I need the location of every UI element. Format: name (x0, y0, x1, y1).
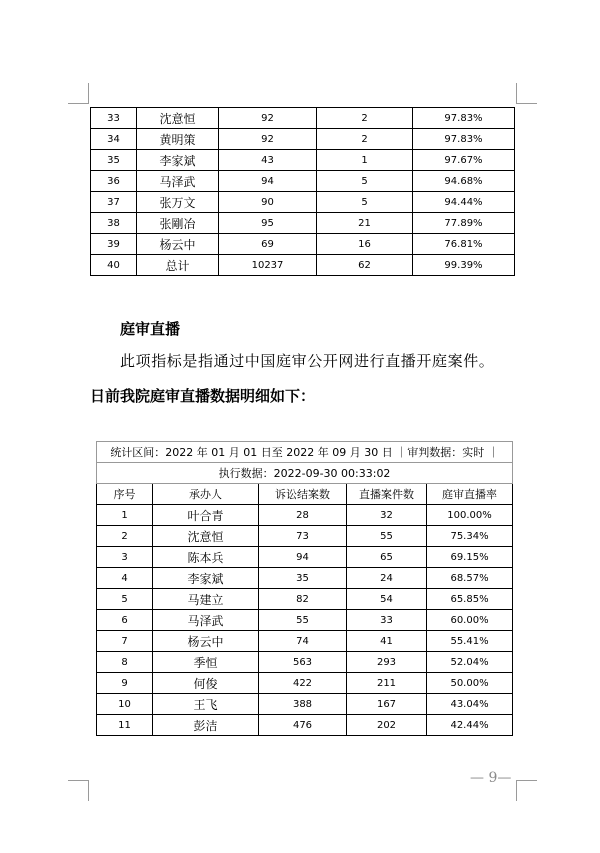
table-cell: 李家斌 (137, 150, 219, 171)
table-cell: 167 (347, 694, 427, 715)
crop-mark-bottom-left (68, 780, 89, 801)
table-cell: 1 (97, 505, 153, 526)
table-cell: 彭洁 (153, 715, 259, 736)
table-cell: 34 (91, 129, 137, 150)
table-cell: 94 (259, 547, 347, 568)
table-cell: 王飞 (153, 694, 259, 715)
table-row (91, 171, 515, 192)
table-cell: 74 (259, 631, 347, 652)
table-cell: 38 (91, 213, 137, 234)
table-cell: 39 (91, 234, 137, 255)
table-cell: 211 (347, 673, 427, 694)
table-cell: 10237 (219, 255, 317, 276)
table-cell: 563 (259, 652, 347, 673)
table-row (91, 255, 515, 276)
table-row (97, 652, 513, 673)
table-cell: 62 (317, 255, 413, 276)
table-cell: 7 (97, 631, 153, 652)
column-header: 诉讼结案数 (259, 484, 347, 505)
table-cell: 季恒 (153, 652, 259, 673)
table-cell: 94.44% (413, 192, 515, 213)
table-cell: 60.00% (427, 610, 513, 631)
table-cell: 55.41% (427, 631, 513, 652)
table-cell: 41 (347, 631, 427, 652)
exec-data-text: 执行数据：2022-09-30 00:33:02 (97, 463, 513, 484)
table-cell: 55 (259, 610, 347, 631)
table-cell: 100.00% (427, 505, 513, 526)
column-header: 序号 (97, 484, 153, 505)
table-cell: 42.44% (427, 715, 513, 736)
table-row (91, 129, 515, 150)
table-row (97, 694, 513, 715)
table-cell: 沈意恒 (137, 108, 219, 129)
live-broadcast-table (96, 441, 513, 736)
table-cell: 9 (97, 673, 153, 694)
table-cell: 95 (219, 213, 317, 234)
table-cell: 5 (97, 589, 153, 610)
table-cell: 2 (317, 108, 413, 129)
table-row (97, 673, 513, 694)
table-cell: 40 (91, 255, 137, 276)
table-cell: 沈意恒 (153, 526, 259, 547)
table-cell: 76.81% (413, 234, 515, 255)
table-cell: 1 (317, 150, 413, 171)
table-cell: 54 (347, 589, 427, 610)
table-cell: 杨云中 (137, 234, 219, 255)
table-cell: 马泽武 (137, 171, 219, 192)
column-header: 庭审直播率 (427, 484, 513, 505)
table-row (91, 108, 515, 129)
table-cell: 97.83% (413, 129, 515, 150)
table-cell: 73 (259, 526, 347, 547)
table-cell: 陈本兵 (153, 547, 259, 568)
table-cell: 97.67% (413, 150, 515, 171)
table-cell: 16 (317, 234, 413, 255)
crop-mark-bottom-right (516, 780, 537, 801)
table-cell: 张剛冶 (137, 213, 219, 234)
table-cell: 5 (317, 192, 413, 213)
table-cell: 3 (97, 547, 153, 568)
table-cell: 94 (219, 171, 317, 192)
table-cell: 5 (317, 171, 413, 192)
crop-mark-top-right (516, 83, 537, 104)
table-cell: 2 (317, 129, 413, 150)
table-cell: 97.83% (413, 108, 515, 129)
table-cell: 马建立 (153, 589, 259, 610)
table-cell: 马泽武 (153, 610, 259, 631)
table-cell: 张万文 (137, 192, 219, 213)
table-cell: 6 (97, 610, 153, 631)
section-heading: 庭审直播 (120, 320, 181, 338)
table-cell: 65 (347, 547, 427, 568)
table-cell: 43 (219, 150, 317, 171)
table-cell: 94.68% (413, 171, 515, 192)
table-cell: 82 (259, 589, 347, 610)
table-cell: 90 (219, 192, 317, 213)
table-meta-row (97, 442, 513, 463)
column-header: 承办人 (153, 484, 259, 505)
table-row (91, 192, 515, 213)
column-header: 直播案件数 (347, 484, 427, 505)
table-cell: 李家斌 (153, 568, 259, 589)
table-cell: 55 (347, 526, 427, 547)
table-row (97, 526, 513, 547)
table-cell: 何俊 (153, 673, 259, 694)
table-cell: 92 (219, 129, 317, 150)
table-row (97, 568, 513, 589)
table-cell: 32 (347, 505, 427, 526)
table-cell: 21 (317, 213, 413, 234)
table-cell: 50.00% (427, 673, 513, 694)
table-row (91, 150, 515, 171)
table-cell: 69.15% (427, 547, 513, 568)
section-paragraph-continued: 日前我院庭审直播数据明细如下： (90, 387, 316, 405)
table-cell: 35 (91, 150, 137, 171)
table-cell: 92 (219, 108, 317, 129)
table-row (97, 589, 513, 610)
table-cell: 43.04% (427, 694, 513, 715)
table-cell: 叶合青 (153, 505, 259, 526)
table-cell: 11 (97, 715, 153, 736)
table-meta-row (97, 463, 513, 484)
table-cell: 35 (259, 568, 347, 589)
table-row (91, 213, 515, 234)
table-cell: 388 (259, 694, 347, 715)
section-paragraph: 此项指标是指通过中国庭审公开网进行直播开庭案件。 (120, 352, 495, 370)
page-number: — 9— (470, 770, 512, 786)
table-cell: 65.85% (427, 589, 513, 610)
table-cell: 36 (91, 171, 137, 192)
table-row (97, 631, 513, 652)
table-header-row (97, 484, 513, 505)
table-cell: 69 (219, 234, 317, 255)
table-cell: 422 (259, 673, 347, 694)
table-cell: 28 (259, 505, 347, 526)
table-row (97, 547, 513, 568)
table-row (91, 234, 515, 255)
table-cell: 293 (347, 652, 427, 673)
crop-mark-top-left (68, 83, 89, 104)
table-cell: 202 (347, 715, 427, 736)
stat-range-text: 统计区间：2022 年 01 月 01 日至 2022 年 09 月 30 日 ｜审判数据：实时 ｜ (97, 442, 513, 463)
table-row (97, 715, 513, 736)
table-cell: 75.34% (427, 526, 513, 547)
table-row (97, 505, 513, 526)
table-cell: 33 (91, 108, 137, 129)
table-cell: 10 (97, 694, 153, 715)
table-cell: 2 (97, 526, 153, 547)
table-cell: 33 (347, 610, 427, 631)
table-cell: 99.39% (413, 255, 515, 276)
table-row (97, 610, 513, 631)
table-cell: 77.89% (413, 213, 515, 234)
table-cell: 黄明策 (137, 129, 219, 150)
table-cell: 24 (347, 568, 427, 589)
table-cell: 52.04% (427, 652, 513, 673)
table-cell: 68.57% (427, 568, 513, 589)
performance-table-continued (90, 107, 515, 276)
table-cell: 杨云中 (153, 631, 259, 652)
table-cell: 37 (91, 192, 137, 213)
table-cell: 8 (97, 652, 153, 673)
table-cell: 总计 (137, 255, 219, 276)
table-cell: 4 (97, 568, 153, 589)
table-cell: 476 (259, 715, 347, 736)
